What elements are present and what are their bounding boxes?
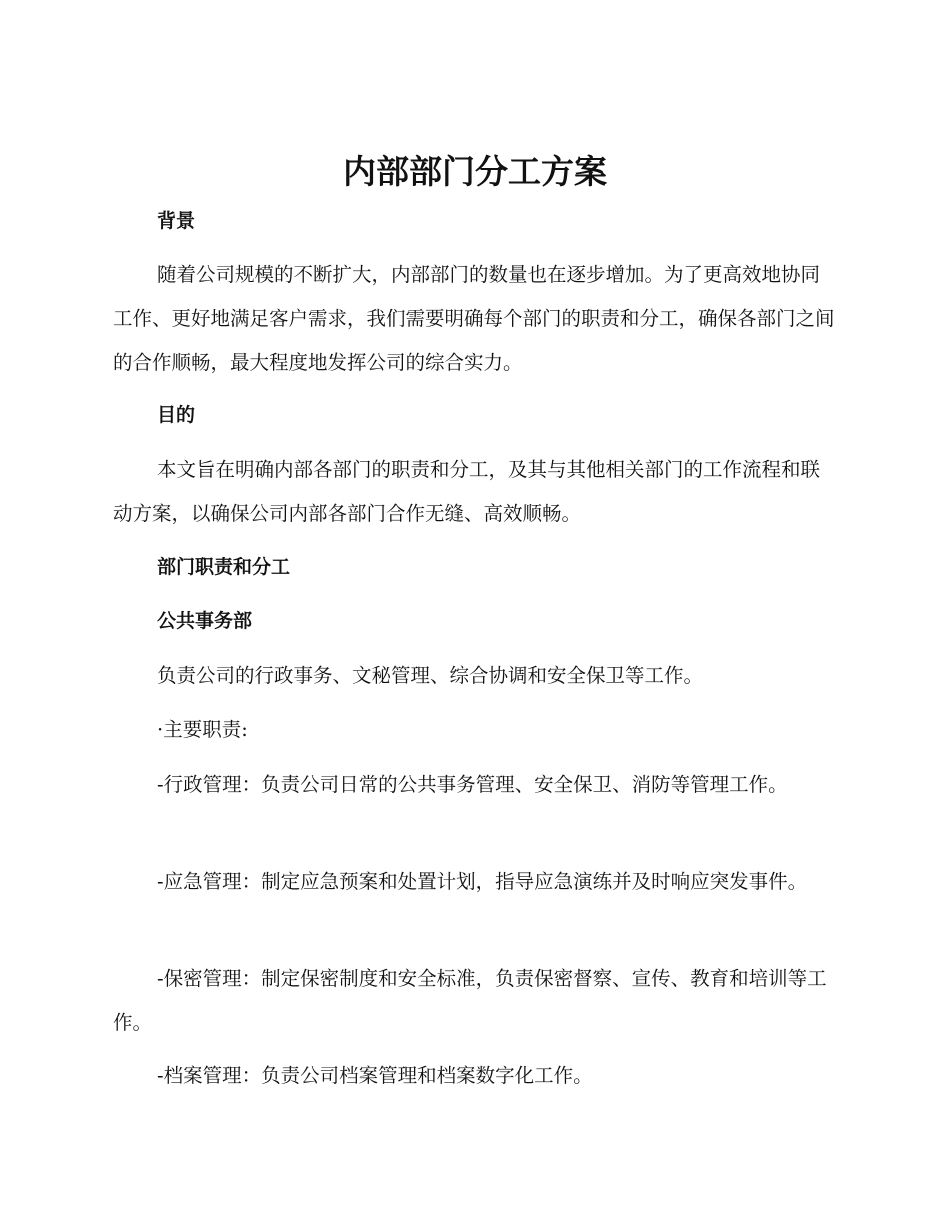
- section-heading-background: 背景: [157, 210, 196, 232]
- main-duties-label: ·主要职责:: [157, 718, 248, 741]
- goal-paragraph: 本文旨在明确内部各部门的职责和分工，及其与其他相关部门的工作流程和联动方案，以确保公司内部各部门合作无缝、高效顺畅。: [113, 458, 821, 525]
- duty-item-admin: -行政管理：负责公司日常的公共事务管理、安全保卫、消防等管理工作。: [157, 773, 788, 796]
- duty-item-secrecy: -保密管理：制定保密制度和安全标准，负责保密督察、宣传、教育和培训等工作。: [113, 967, 827, 1034]
- section-heading-goal: 目的: [157, 404, 196, 426]
- duty-item-emergency: -应急管理：制定应急预案和处置计划，指导应急演练并及时响应突发事件。: [157, 870, 808, 893]
- duty-item-archive: -档案管理：负责公司档案管理和档案数字化工作。: [157, 1064, 593, 1087]
- subsection-heading-public-affairs: 公共事务部: [157, 610, 253, 632]
- section-heading-duties: 部门职责和分工: [157, 556, 291, 578]
- public-affairs-paragraph: 负责公司的行政事务、文秘管理、综合协调和安全保卫等工作。: [157, 664, 704, 687]
- background-paragraph: 随着公司规模的不断扩大，内部部门的数量也在逐步增加。为了更高效地协同工作、更好地满足客户需求，我们需要明确每个部门的职责和分工，确保各部门之间的合作顺畅，最大程度地发挥公司的综合实力。: [113, 263, 835, 374]
- page-title: 内部部门分工方案: [343, 152, 607, 191]
